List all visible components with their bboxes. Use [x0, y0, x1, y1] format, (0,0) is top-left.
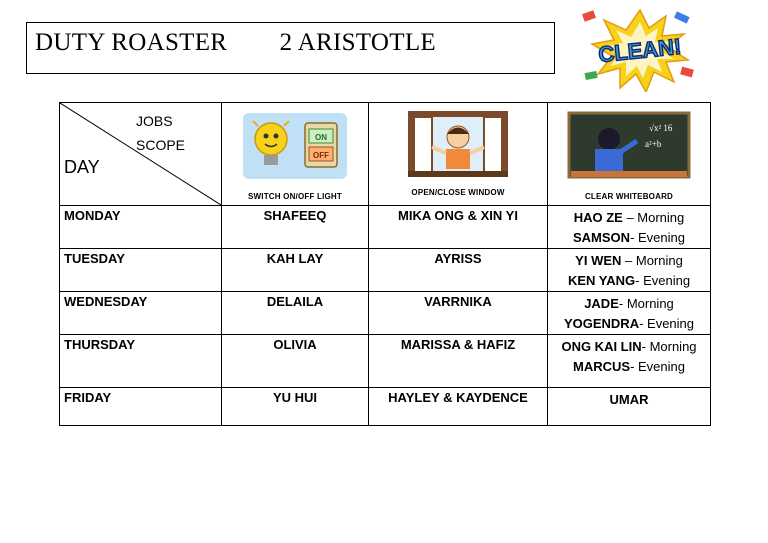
day-wednesday: WEDNESDAY [60, 292, 222, 335]
window-duty-name: VARRNIKA [369, 292, 548, 335]
day-monday: MONDAY [60, 206, 222, 249]
day-thursday: THURSDAY [60, 335, 222, 388]
caption-window: OPEN/CLOSE WINDOW [411, 188, 505, 197]
svg-text:ON: ON [315, 133, 327, 142]
table-row [60, 335, 711, 388]
window-duty-name: HAYLEY & KAYDENCE [369, 388, 548, 426]
jobs-label: JOBS [136, 113, 173, 129]
caption-whiteboard: CLEAR WHITEBOARD [584, 192, 674, 201]
page-title: DUTY ROASTER 2 ARISTOTLE [35, 29, 436, 56]
light-duty-name: DELAILA [222, 292, 369, 335]
header-light-cell [222, 103, 369, 206]
day-tuesday: TUESDAY [60, 249, 222, 292]
class-name: 2 ARISTOTLE [279, 29, 436, 56]
whiteboard-duty: ONG KAI LIN- Morning MARCUS- Evening [548, 335, 711, 388]
svg-text:OFF: OFF [313, 151, 329, 160]
window-duty-name: AYRISS [369, 249, 548, 292]
table-row [60, 206, 711, 249]
whiteboard-duty: UMAR [548, 388, 711, 426]
header-window-cell [369, 103, 548, 206]
day-label: DAY [64, 157, 100, 177]
caption-switch-light: SWITCH ON/OFF LIGHT [247, 192, 342, 201]
whiteboard-duty: JADE- Morning YOGENDRA- Evening [548, 292, 711, 335]
table-row [60, 249, 711, 292]
table-row [60, 292, 711, 335]
scope-label: SCOPE [136, 137, 186, 153]
light-duty-name: SHAFEEQ [222, 206, 369, 249]
window-icon [404, 107, 512, 181]
light-duty-name: OLIVIA [222, 335, 369, 388]
whiteboard-duty: HAO ZE – Morning SAMSON- Evening [548, 206, 711, 249]
title-box [26, 22, 555, 74]
table-row [60, 388, 711, 426]
clean-burst-icon [575, 6, 705, 92]
window-duty-name: MIKA ONG & XIN YI [369, 206, 548, 249]
header-whiteboard-cell [548, 103, 711, 206]
header-corner-cell [60, 103, 222, 206]
svg-text:√x² 16: √x² 16 [649, 123, 673, 133]
whiteboard-duty: YI WEN – Morning KEN YANG- Evening [548, 249, 711, 292]
day-friday: FRIDAY [60, 388, 222, 426]
logo-text: CLEAN! [597, 33, 683, 68]
whiteboard-icon [567, 111, 691, 183]
table-header-row [60, 103, 711, 206]
light-duty-name: KAH LAY [222, 249, 369, 292]
duty-roster-table [59, 102, 711, 426]
light-switch-icon [241, 109, 349, 181]
light-duty-name: YU HUI [222, 388, 369, 426]
window-duty-name: MARISSA & HAFIZ [369, 335, 548, 388]
svg-text:a²+b: a²+b [645, 139, 662, 149]
